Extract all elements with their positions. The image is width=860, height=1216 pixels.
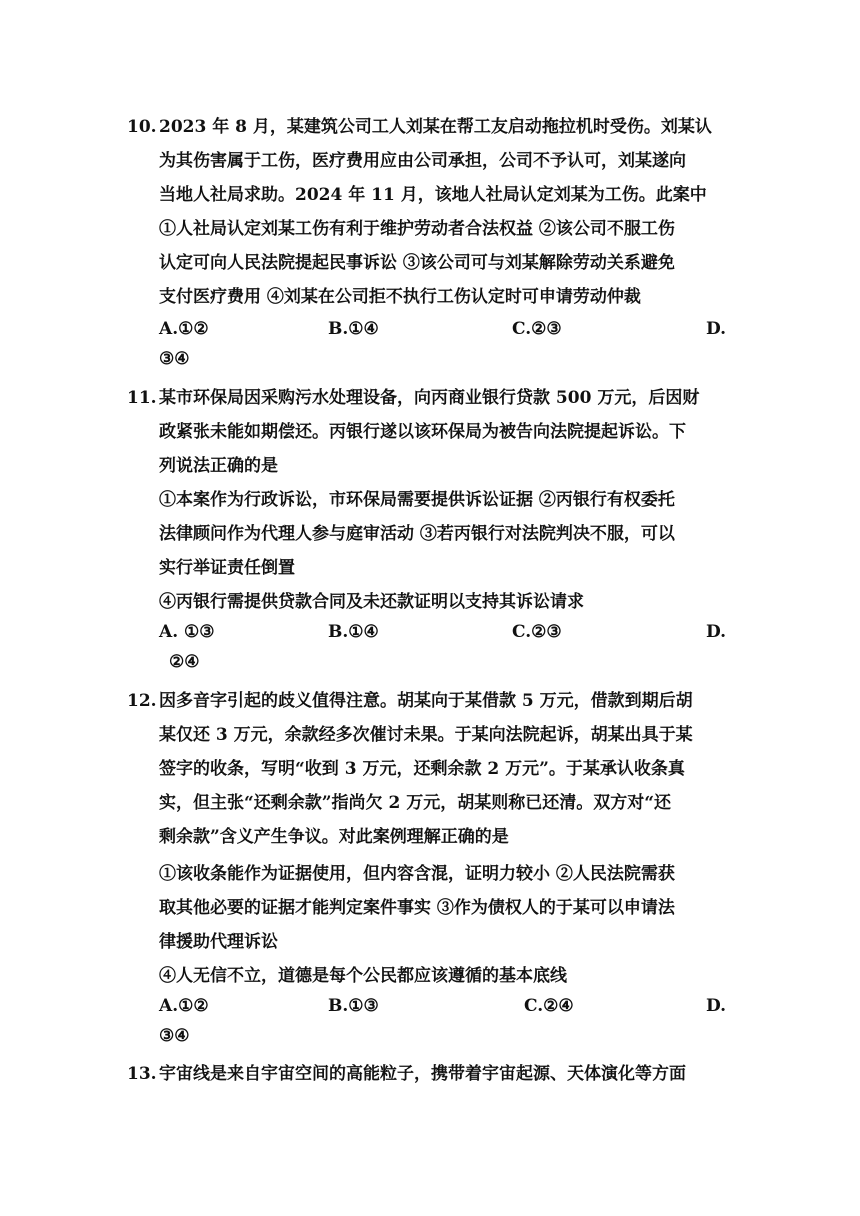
statement-line: 律援助代理诉讼 [159,932,278,952]
question-stem-line: 当地人社局求助。2024 年 11 月，该地人社局认定刘某为工伤。此案中 [159,185,707,205]
statement-line: 认定可向人民法院提起民事诉讼 ③该公司可与刘某解除劳动关系避免 [159,253,675,273]
option-b: B.①④ [328,622,379,642]
question-stem-line: 某仅还 3 万元，余款经多次催讨未果。于某向法院起诉，胡某出具于某 [159,725,693,745]
option-b: B.①④ [328,319,379,339]
question-number: 10. [127,117,157,137]
statement-line: ①该收条能作为证据使用，但内容含混，证明力较小 ②人民法院需获 [159,864,675,884]
option-b: B.①③ [328,996,379,1016]
option-c: C.②③ [512,319,562,339]
question-stem-line: 某市环保局因采购污水处理设备，向丙商业银行贷款 500 万元，后因财 [159,388,700,408]
statement-line: 支付医疗费用 ④刘某在公司拒不执行工伤认定时可申请劳动仲裁 [159,287,641,307]
question-number: 13. [127,1064,157,1084]
question-stem-line: 剩余款”含义产生争议。对此案例理解正确的是 [159,827,509,847]
question-stem-line: 因多音字引起的歧义值得注意。胡某向于某借款 5 万元，借款到期后胡 [159,691,693,711]
option-d: D. [706,622,727,642]
statement-line: ①人社局认定刘某工伤有利于维护劳动者合法权益 ②该公司不服工伤 [159,219,675,239]
question-stem-line: 2023 年 8 月，某建筑公司工人刘某在帮工友启动拖拉机时受伤。刘某认 [159,117,712,137]
statement-line: ④丙银行需提供贷款合同及未还款证明以支持其诉讼请求 [159,592,584,612]
question-stem-line: 实，但主张“还剩余款”指尚欠 2 万元，胡某则称已还清。双方对“还 [159,793,671,813]
question-stem-line: 为其伤害属于工伤，医疗费用应由公司承担，公司不予认可，刘某遂向 [159,151,686,171]
question-number: 12. [127,691,157,711]
question-stem-line: 政紧张未能如期偿还。丙银行遂以该环保局为被告向法院提起诉讼。下 [159,422,686,442]
statement-line: 法律顾问作为代理人参与庭审活动 ③若丙银行对法院判决不服，可以 [159,524,675,544]
option-d-content: ③④ [159,1026,190,1046]
question-stem-line: 列说法正确的是 [159,456,278,476]
option-d-content: ③④ [159,349,190,369]
question-number: 11. [127,388,157,408]
question-stem-line: 签字的收条，写明“收到 3 万元，还剩余款 2 万元”。于某承认收条真 [159,759,685,779]
option-a: A.①② [159,996,209,1016]
option-d: D. [706,319,727,339]
statement-line: ④人无信不立，道德是每个公民都应该遵循的基本底线 [159,966,567,986]
option-a: A. ①③ [159,622,215,642]
question-stem-line: 宇宙线是来自宇宙空间的高能粒子，携带着宇宙起源、天体演化等方面 [159,1064,686,1084]
option-a: A.①② [159,319,209,339]
option-d: D. [706,996,727,1016]
option-c: C.②④ [524,996,574,1016]
statement-line: ①本案作为行政诉讼，市环保局需要提供诉讼证据 ②丙银行有权委托 [159,490,675,510]
statement-line: 实行举证责任倒置 [159,558,295,578]
option-d-content: ②④ [169,652,200,672]
statement-line: 取其他必要的证据才能判定案件事实 ③作为债权人的于某可以申请法 [159,898,675,918]
option-c: C.②③ [512,622,562,642]
